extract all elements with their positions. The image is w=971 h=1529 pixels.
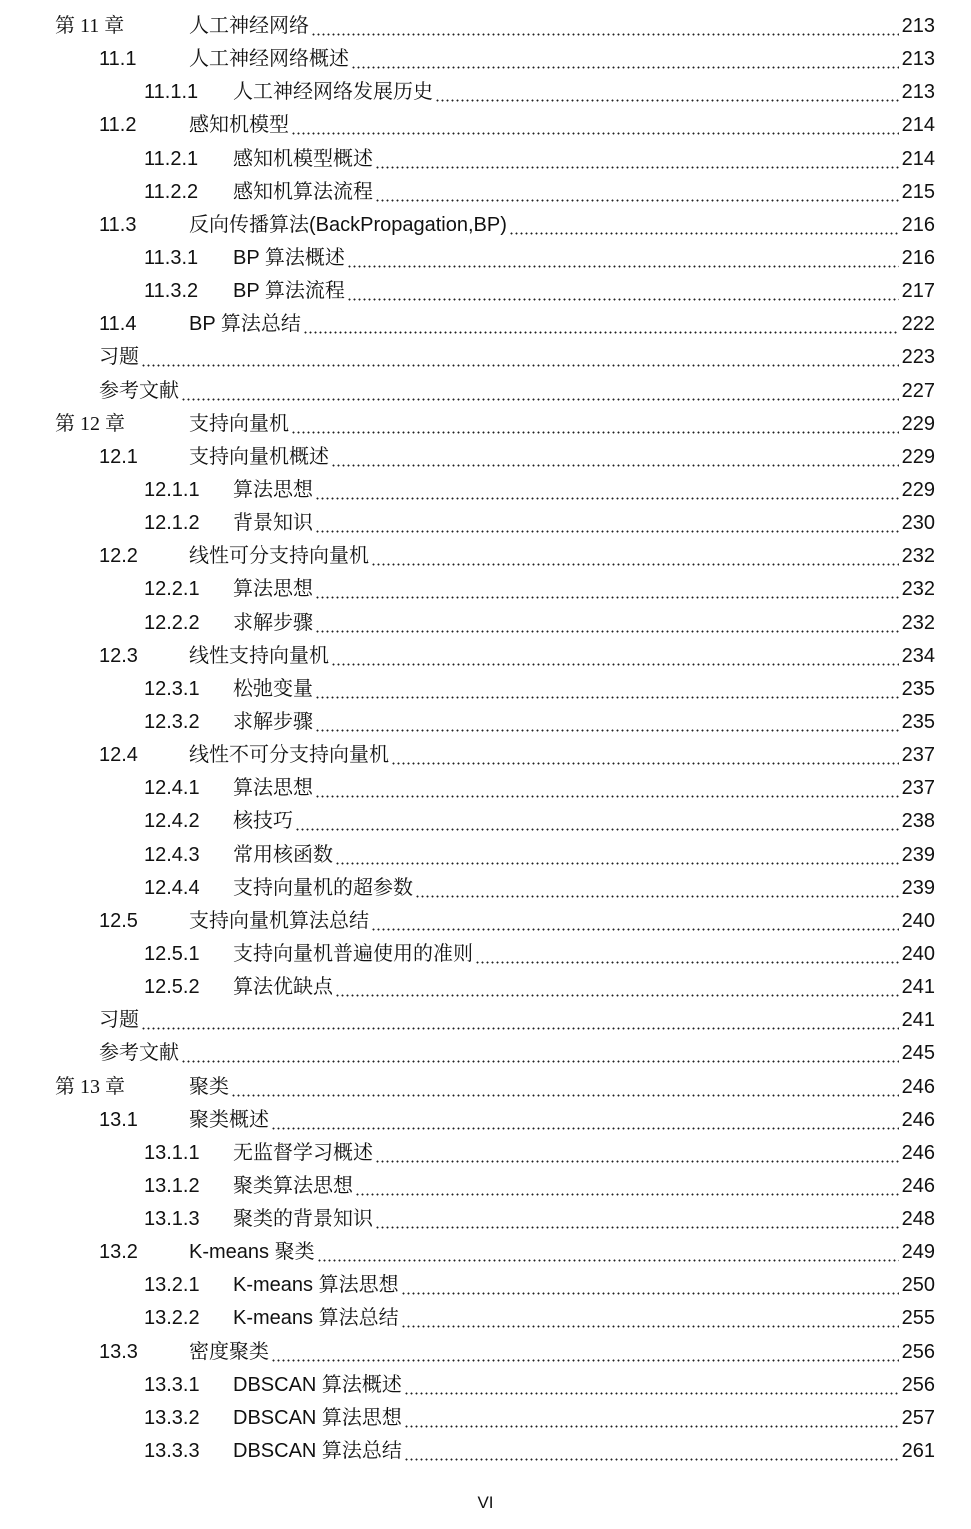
- toc-entry-page: 240: [902, 938, 935, 971]
- toc-dot-leader: [303, 308, 899, 341]
- toc-entry-number: 11.3.1: [144, 246, 199, 269]
- toc-entry-title: 无监督学习概述: [233, 1141, 373, 1164]
- toc-dot-leader: [347, 242, 899, 275]
- toc-entry-title: K-means 算法总结: [233, 1307, 399, 1330]
- toc-entry-title: 人工神经网络: [189, 15, 309, 37]
- toc-entry-number: 12.1.1: [144, 478, 200, 501]
- toc-entry-page: 216: [902, 242, 935, 275]
- toc-entry-page: 237: [902, 772, 935, 805]
- toc-entry[interactable]: [0, 43, 971, 76]
- toc-dot-leader: [141, 341, 899, 374]
- toc-dot-leader: [231, 1071, 899, 1104]
- toc-entry-number: 12.4.1: [144, 777, 200, 800]
- toc-entry-page: 240: [902, 905, 935, 938]
- toc-entry-page: 213: [902, 10, 935, 43]
- toc-entry-number: 12.5.2: [144, 976, 200, 999]
- toc-dot-leader: [375, 143, 899, 176]
- toc-dot-leader: [315, 772, 899, 805]
- toc-dot-leader: [311, 10, 899, 43]
- toc-dot-leader: [181, 375, 899, 408]
- toc-entry-page: 261: [902, 1435, 935, 1468]
- toc-entry[interactable]: [0, 1203, 971, 1236]
- toc-entry-number: 13.1.2: [144, 1174, 200, 1197]
- toc-dot-leader: [355, 1170, 899, 1203]
- toc-entry-page: 255: [902, 1302, 935, 1335]
- toc-dot-leader: [335, 839, 899, 872]
- toc-entry-number: 11.3.2: [144, 280, 199, 303]
- toc-entry-title: 算法思想: [233, 777, 313, 800]
- toc-entry[interactable]: [0, 242, 971, 275]
- toc-entry-page: 246: [902, 1137, 935, 1170]
- toc-entry-title: 常用核函数: [233, 843, 333, 866]
- toc-entry-number: 12.1.2: [144, 512, 200, 535]
- table-of-contents: [0, 10, 971, 1468]
- toc-entry[interactable]: [0, 1037, 971, 1070]
- toc-entry-number: 12.3: [99, 644, 138, 667]
- toc-entry-title: 支持向量机普遍使用的准则: [233, 942, 473, 965]
- toc-entry-title: 算法思想: [233, 578, 313, 601]
- toc-entry-title: 线性可分支持向量机: [189, 545, 369, 568]
- toc-entry[interactable]: [0, 971, 971, 1004]
- toc-entry-title: DBSCAN 算法思想: [233, 1406, 402, 1429]
- toc-entry[interactable]: [0, 1236, 971, 1269]
- toc-dot-leader: [317, 1236, 899, 1269]
- toc-dot-leader: [271, 1336, 899, 1369]
- toc-entry-title: 人工神经网络发展历史: [233, 81, 433, 104]
- toc-entry[interactable]: [0, 143, 971, 176]
- toc-entry-title: 感知机算法流程: [233, 180, 373, 203]
- toc-entry-title: 支持向量机概述: [189, 445, 329, 468]
- toc-dot-leader: [315, 507, 899, 540]
- toc-entry-title: 参考文献: [99, 1042, 179, 1065]
- toc-entry-number: 12.4.2: [144, 810, 200, 833]
- toc-entry-page: 238: [902, 805, 935, 838]
- toc-entry-page: 256: [902, 1369, 935, 1402]
- toc-entry-title: 松弛变量: [233, 677, 313, 700]
- toc-entry[interactable]: [0, 573, 971, 606]
- toc-entry-page: 227: [902, 375, 935, 408]
- toc-dot-leader: [371, 540, 899, 573]
- toc-entry-page: 239: [902, 839, 935, 872]
- toc-entry-number: 12.2.2: [144, 611, 200, 634]
- toc-dot-leader: [331, 640, 899, 673]
- toc-entry-page: 213: [902, 43, 935, 76]
- toc-entry-title: 算法思想: [233, 478, 313, 501]
- toc-entry-page: 245: [902, 1037, 935, 1070]
- toc-entry[interactable]: [0, 109, 971, 142]
- toc-entry-title: 参考文献: [99, 379, 179, 402]
- toc-entry-number: 11.2: [99, 114, 137, 137]
- toc-entry-title: 聚类算法思想: [233, 1174, 353, 1197]
- toc-entry-page: 216: [902, 209, 935, 242]
- toc-entry[interactable]: [0, 607, 971, 640]
- toc-entry-page: 229: [902, 441, 935, 474]
- toc-entry-page: 229: [902, 474, 935, 507]
- toc-entry-title: 核技巧: [233, 810, 293, 833]
- toc-entry-number: 12.2.1: [144, 578, 200, 601]
- toc-entry-title: 感知机模型概述: [233, 147, 373, 170]
- toc-dot-leader: [404, 1369, 899, 1402]
- toc-entry-number: 13.3.1: [144, 1373, 200, 1396]
- toc-dot-leader: [415, 872, 899, 905]
- toc-entry-number: 11.2.1: [144, 147, 199, 170]
- toc-entry-number: 13.2.1: [144, 1274, 200, 1297]
- toc-entry[interactable]: [0, 706, 971, 739]
- toc-entry-page: 246: [902, 1104, 935, 1137]
- toc-entry-page: 237: [902, 739, 935, 772]
- toc-entry-page: 223: [902, 341, 935, 374]
- toc-entry[interactable]: [0, 1071, 971, 1104]
- toc-entry-page: 241: [902, 1004, 935, 1037]
- toc-entry-page: 235: [902, 706, 935, 739]
- toc-entry-page: 215: [902, 176, 935, 209]
- toc-entry[interactable]: [0, 209, 971, 242]
- toc-entry-number: 12.4.3: [144, 843, 200, 866]
- toc-entry[interactable]: [0, 408, 971, 441]
- toc-entry[interactable]: [0, 739, 971, 772]
- toc-dot-leader: [295, 805, 899, 838]
- toc-entry[interactable]: [0, 441, 971, 474]
- toc-entry-title: DBSCAN 算法总结: [233, 1440, 402, 1463]
- toc-entry-page: 230: [902, 507, 935, 540]
- toc-entry[interactable]: [0, 76, 971, 109]
- toc-entry-title: 聚类的背景知识: [233, 1208, 373, 1231]
- toc-entry-page: 217: [902, 275, 935, 308]
- toc-entry[interactable]: [0, 839, 971, 872]
- toc-dot-leader: [315, 573, 899, 606]
- toc-entry-number: 11.2.2: [144, 180, 199, 203]
- page-number: VI: [477, 1493, 494, 1512]
- toc-dot-leader: [509, 209, 899, 242]
- toc-entry-title: 线性不可分支持向量机: [189, 744, 389, 767]
- toc-dot-leader: [351, 43, 899, 76]
- toc-dot-leader: [375, 176, 899, 209]
- toc-entry[interactable]: [0, 772, 971, 805]
- toc-entry[interactable]: [0, 872, 971, 905]
- toc-entry-number: 13.3: [99, 1340, 138, 1363]
- toc-entry[interactable]: [0, 673, 971, 706]
- toc-entry-title: 算法优缺点: [233, 976, 333, 999]
- toc-entry[interactable]: [0, 938, 971, 971]
- toc-dot-leader: [315, 607, 899, 640]
- toc-dot-leader: [271, 1104, 899, 1137]
- toc-entry-page: 235: [902, 673, 935, 706]
- toc-entry-page: 214: [902, 143, 935, 176]
- toc-entry-page: 248: [902, 1203, 935, 1236]
- toc-entry-title: 聚类概述: [189, 1108, 269, 1131]
- toc-dot-leader: [291, 109, 899, 142]
- toc-entry-page: 229: [902, 408, 935, 441]
- toc-entry-page: 249: [902, 1236, 935, 1269]
- toc-entry-page: 213: [902, 76, 935, 109]
- toc-dot-leader: [404, 1402, 899, 1435]
- toc-entry-page: 256: [902, 1336, 935, 1369]
- toc-dot-leader: [435, 76, 899, 109]
- toc-entry-title: 反向传播算法(BackPropagation,BP): [189, 213, 507, 236]
- toc-entry[interactable]: [0, 474, 971, 507]
- toc-entry-number: 12.3.2: [144, 710, 200, 733]
- toc-entry-title: 背景知识: [233, 512, 313, 535]
- toc-entry[interactable]: [0, 640, 971, 673]
- toc-entry[interactable]: [0, 507, 971, 540]
- toc-entry-number: 13.2.2: [144, 1307, 200, 1330]
- toc-entry-number: 12.2: [99, 545, 138, 568]
- toc-entry-title: 支持向量机算法总结: [189, 909, 369, 932]
- toc-entry-title: 聚类: [189, 1075, 229, 1098]
- toc-entry-number: 第 12 章: [55, 412, 125, 435]
- toc-entry-title: 求解步骤: [233, 710, 313, 733]
- toc-entry-title: 密度聚类: [189, 1340, 269, 1363]
- toc-entry-page: 246: [902, 1071, 935, 1104]
- toc-entry-title: 线性支持向量机: [189, 644, 329, 667]
- toc-dot-leader: [404, 1435, 899, 1468]
- toc-entry-page: 232: [902, 540, 935, 573]
- toc-entry-number: 11.4: [99, 313, 137, 336]
- toc-entry-page: 250: [902, 1269, 935, 1302]
- toc-entry-number: 11.1: [99, 48, 137, 71]
- toc-entry[interactable]: [0, 1302, 971, 1335]
- toc-entry-number: 12.4: [99, 744, 138, 767]
- toc-entry[interactable]: [0, 805, 971, 838]
- toc-entry-title: DBSCAN 算法概述: [233, 1373, 402, 1396]
- toc-entry-page: 239: [902, 872, 935, 905]
- toc-entry-number: 13.3.2: [144, 1406, 200, 1429]
- toc-dot-leader: [401, 1269, 899, 1302]
- toc-entry-page: 234: [902, 640, 935, 673]
- toc-entry[interactable]: [0, 10, 971, 43]
- toc-dot-leader: [371, 905, 899, 938]
- toc-entry-number: 11.3: [99, 213, 137, 236]
- toc-entry-title: 人工神经网络概述: [189, 48, 349, 71]
- toc-entry-number: 12.4.4: [144, 876, 200, 899]
- toc-entry[interactable]: [0, 275, 971, 308]
- toc-entry-number: 12.3.1: [144, 677, 200, 700]
- toc-dot-leader: [391, 739, 899, 772]
- toc-entry[interactable]: [0, 1137, 971, 1170]
- toc-entry[interactable]: [0, 1269, 971, 1302]
- toc-entry[interactable]: [0, 176, 971, 209]
- toc-entry[interactable]: [0, 1170, 971, 1203]
- toc-entry[interactable]: [0, 1402, 971, 1435]
- toc-entry[interactable]: [0, 341, 971, 374]
- toc-entry-number: 13.1.1: [144, 1141, 200, 1164]
- toc-dot-leader: [401, 1302, 899, 1335]
- toc-entry[interactable]: [0, 375, 971, 408]
- toc-entry-title: K-means 算法思想: [233, 1274, 399, 1297]
- toc-dot-leader: [141, 1004, 899, 1037]
- toc-entry-page: 232: [902, 573, 935, 606]
- toc-entry[interactable]: [0, 1336, 971, 1369]
- toc-entry-title: 求解步骤: [233, 611, 313, 634]
- toc-entry[interactable]: [0, 1369, 971, 1402]
- toc-entry-page: 214: [902, 109, 935, 142]
- toc-entry-number: 第 11 章: [55, 15, 125, 37]
- toc-dot-leader: [375, 1137, 899, 1170]
- toc-entry-number: 11.1.1: [144, 81, 199, 104]
- toc-dot-leader: [315, 706, 899, 739]
- toc-entry[interactable]: [0, 308, 971, 341]
- toc-entry-number: 13.3.3: [144, 1440, 200, 1463]
- toc-entry[interactable]: [0, 905, 971, 938]
- toc-dot-leader: [347, 275, 899, 308]
- toc-entry-number: 13.1: [99, 1108, 138, 1131]
- toc-entry-page: 257: [902, 1402, 935, 1435]
- toc-entry-title: K-means 聚类: [189, 1241, 315, 1264]
- toc-dot-leader: [331, 441, 899, 474]
- toc-entry[interactable]: [0, 1104, 971, 1137]
- toc-entry-number: 12.5.1: [144, 942, 200, 965]
- toc-entry-title: BP 算法总结: [189, 313, 301, 336]
- toc-entry[interactable]: [0, 1004, 971, 1037]
- toc-entry-number: 13.1.3: [144, 1208, 200, 1231]
- toc-dot-leader: [315, 673, 899, 706]
- toc-entry-title: BP 算法概述: [233, 246, 345, 269]
- toc-dot-leader: [181, 1037, 899, 1070]
- toc-dot-leader: [475, 938, 899, 971]
- toc-entry-title: 支持向量机: [189, 412, 289, 435]
- toc-entry-title: 习题: [99, 1009, 139, 1032]
- toc-dot-leader: [291, 408, 899, 441]
- toc-entry[interactable]: [0, 1435, 971, 1468]
- toc-entry-title: BP 算法流程: [233, 280, 345, 303]
- toc-dot-leader: [315, 474, 899, 507]
- toc-entry-title: 支持向量机的超参数: [233, 876, 413, 899]
- toc-entry-title: 感知机模型: [189, 114, 289, 137]
- toc-entry-number: 12.1: [99, 445, 138, 468]
- toc-dot-leader: [375, 1203, 899, 1236]
- toc-entry-number: 第 13 章: [55, 1075, 125, 1098]
- toc-entry-page: 232: [902, 607, 935, 640]
- toc-dot-leader: [335, 971, 899, 1004]
- toc-entry-page: 222: [902, 308, 935, 341]
- toc-entry-page: 246: [902, 1170, 935, 1203]
- toc-entry-number: 13.2: [99, 1241, 138, 1264]
- toc-entry-title: 习题: [99, 346, 139, 369]
- toc-entry-number: 12.5: [99, 909, 138, 932]
- toc-entry[interactable]: [0, 540, 971, 573]
- toc-entry-page: 241: [902, 971, 935, 1004]
